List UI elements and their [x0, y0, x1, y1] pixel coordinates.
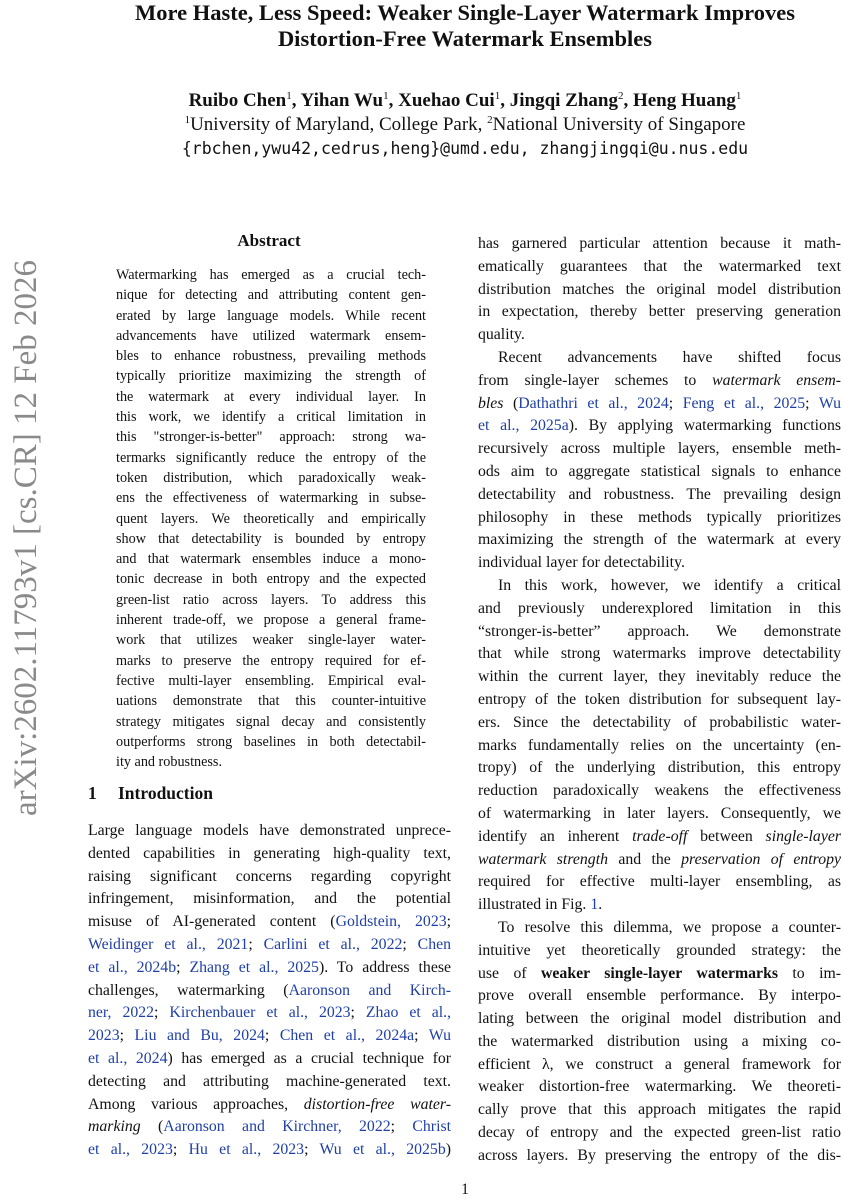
text-span: ): [445, 1141, 451, 1159]
abstract-line: token distribution, which paradoxically weak-: [116, 469, 426, 486]
text-span: ;: [446, 913, 451, 931]
abstract-line: work that utilizes weaker single-layer water-: [116, 632, 426, 649]
text-line: [88, 957, 451, 980]
text-line: decay of entropy and the expected green-list ratio: [478, 1124, 841, 1142]
text-line: [478, 849, 841, 872]
section-number: 1: [88, 783, 97, 803]
text-line: ods aim to aggregate statistical signals to enhance: [478, 462, 841, 480]
abstract-line: inherent trade-off, we propose a general frame-: [116, 612, 426, 629]
text-line: reduction paradoxically weakens the effectiveness: [478, 782, 841, 800]
abstract-line: termarks significantly reduce the entropy of the: [116, 449, 426, 466]
text-line: quality.: [478, 326, 525, 344]
emphasis-text: preservation of entropy: [681, 850, 841, 868]
text-span: ;: [805, 394, 819, 412]
text-line: To resolve this dilemma, we propose a counter-: [498, 918, 841, 936]
abstract-line: green-list ratio across layers. To address this: [116, 591, 426, 608]
text-line: has garnered particular attention because it math-: [478, 235, 841, 252]
citation-link[interactable]: Chen: [417, 935, 451, 953]
section-title: Introduction: [118, 783, 213, 803]
emphasis-text: trade-off: [632, 827, 688, 845]
citation-link[interactable]: 2023: [88, 1027, 120, 1045]
abstract-line: marks to preserve the entropy required for ef-: [116, 652, 426, 669]
author-name: Xuehao Cui: [398, 90, 495, 111]
author-affil-mark: 2: [617, 90, 624, 102]
abstract-line: quent layers. We theoretically and empirically: [116, 510, 426, 527]
text-line: [478, 370, 841, 393]
bold-text: weaker single-layer watermarks: [541, 964, 779, 982]
text-line: across layers. By preserving the entropy of the dis-: [478, 1146, 841, 1164]
text-span: ;: [304, 1141, 320, 1159]
text-span: and the: [607, 850, 682, 868]
abstract-line: ens the effectiveness of watermarking in subse-: [116, 490, 426, 507]
text-span: .: [598, 896, 603, 914]
citation-link[interactable]: Chen et al., 2024a: [279, 1027, 415, 1045]
abstract-line: advancements have utilized watermark ensem-: [116, 327, 426, 344]
text-line: ers. Since the detectability of probabilistic water-: [478, 713, 841, 731]
emphasis-text: single-layer: [765, 827, 841, 845]
text-span: ;: [402, 935, 418, 953]
author-names: Ruibo Chen$^1$, Yihan Wu$^1$, Xuehao Cui$^1$, Jingqi Zhang$^2$, Heng Huang$^1$: [188, 90, 742, 111]
citation-link[interactable]: Wu: [818, 394, 841, 412]
citation-link[interactable]: Feng et al., 2025: [682, 394, 806, 412]
citation-link[interactable]: et al., 2023: [88, 1141, 173, 1159]
author-affil-mark: 1: [494, 90, 501, 102]
text-line: [478, 963, 841, 986]
text-line: of watermarking in later layers. Consequently, we: [478, 804, 841, 822]
text-line: cally prove that this approach mitigates the rapid: [478, 1101, 841, 1119]
text-line: Large language models have demonstrated unprece-: [88, 822, 451, 839]
text-span: use of: [478, 964, 541, 982]
author-affil-mark: 1: [286, 90, 292, 102]
text-line: individual layer for detectability.: [478, 554, 685, 572]
emphasis-text: watermark strength: [478, 850, 608, 868]
affiliations: [0, 113, 843, 137]
affil-mark: 1: [184, 114, 191, 126]
citation-link[interactable]: Zhang et al., 2025: [189, 958, 319, 976]
text-span: misuse of AI-generated content (: [88, 913, 336, 931]
text-span: ;: [264, 1027, 280, 1045]
text-line: [88, 1139, 451, 1162]
citation-link[interactable]: Zhao et al.,: [365, 1004, 451, 1022]
text-span: ). By applying watermarking functions: [568, 417, 841, 435]
text-line: that while strong watermarks improve detectability: [478, 645, 841, 663]
text-span: ;: [172, 1141, 189, 1159]
text-line: lating between the original model distribution and: [478, 1010, 841, 1028]
text-line: marks fundamentally relies on the uncertainty (en-: [478, 736, 841, 754]
emphasis-text: distortion-free water-: [303, 1095, 451, 1113]
text-span: ;: [390, 1118, 413, 1136]
text-line: distribution matches the original model distribution: [478, 280, 841, 298]
text-span: ;: [248, 935, 264, 953]
abstract-body: [116, 265, 426, 772]
affil-mark: 2: [487, 114, 493, 126]
text-span: Among various approaches,: [88, 1095, 304, 1113]
citation-link[interactable]: Christ: [412, 1118, 451, 1136]
abstract-line: Watermarking has emerged as a crucial tech-: [116, 267, 426, 283]
text-line: [88, 1048, 451, 1071]
abstract-line: outperforms strong baselines in both detectabil-: [116, 733, 426, 750]
abstract-line: ity and robustness.: [116, 754, 223, 771]
text-line: raising significant concerns regarding copyright: [88, 867, 451, 885]
abstract-line: tonic decrease in both entropy and the expected: [116, 571, 426, 588]
text-span: from single-layer schemes to: [478, 371, 713, 389]
abstract-line: nique for detecting and attributing content gen-: [116, 287, 426, 304]
author-emails: {rbchen,ywu42,cedrus,heng}@umd.edu, zhangjingqi@u.nus.edu: [181, 139, 749, 158]
affiliation-1: University of Maryland, College Park,: [190, 114, 483, 135]
citation-link[interactable]: Aaronson and Kirchner, 2022: [163, 1118, 391, 1136]
citation-link[interactable]: Weidinger et al., 2021: [88, 935, 249, 953]
citation-link[interactable]: Hu et al., 2023: [188, 1141, 305, 1159]
text-span: ) has emerged as a crucial technique for: [167, 1049, 451, 1067]
text-span: ;: [414, 1027, 429, 1045]
page-number: 1: [461, 1181, 469, 1198]
text-line: [478, 894, 841, 917]
citation-link[interactable]: et al., 2025a: [478, 417, 569, 435]
author-affil-mark: 1: [383, 90, 389, 102]
text-span: (: [503, 394, 519, 412]
text-line: [478, 393, 841, 416]
citation-link[interactable]: Dathathri et al., 2024: [518, 394, 669, 412]
text-span: ;: [154, 1004, 170, 1022]
text-span: challenges, watermarking (: [88, 981, 289, 999]
text-line: [88, 1116, 451, 1139]
emphasis-text: watermark ensem-: [712, 371, 841, 389]
text-line: dented capabilities in generating high-quality text,: [88, 844, 451, 862]
text-line: prove overall ensemble performance. By interpo-: [478, 987, 841, 1005]
arxiv-stamp: arXiv:2602.11793v1 [cs.CR] 12 Feb 2026: [8, 259, 44, 817]
text-span: ). To address these: [318, 958, 451, 976]
section-heading-introduction: [88, 783, 213, 804]
text-line: ematically guarantees that the watermarked text: [478, 257, 841, 275]
emphasis-text: marking: [88, 1118, 141, 1136]
text-line: entropy of the token distribution for subsequent lay-: [478, 690, 841, 708]
text-span: illustrated in Fig.: [478, 896, 591, 914]
text-line: maximizing the strength of the watermark at every: [478, 531, 841, 549]
author-affil-mark: 1: [735, 90, 742, 102]
text-line: recursively across multiple layers, ensemble meth-: [478, 440, 841, 458]
emphasis-text: bles: [478, 394, 504, 412]
text-line: tropy) of the underlying distribution, this entropy: [478, 759, 841, 777]
author-name: Yihan Wu: [300, 90, 384, 111]
intro-left-column: [88, 820, 451, 1162]
abstract-line: and that watermark ensembles induce a mono-: [116, 551, 426, 568]
citation-link[interactable]: Goldstein, 2023: [335, 913, 447, 931]
text-line: detectability and robustness. The prevailing design: [478, 485, 841, 503]
abstract-line: erated by large language models. While recent: [116, 307, 426, 324]
author-name: Jingqi Zhang: [509, 90, 618, 111]
title-line-2: Distortion-Free Watermark Ensembles: [277, 26, 653, 51]
abstract-line: uations demonstrate that this counter-intuitive: [116, 693, 426, 710]
citation-link[interactable]: et al., 2024b: [88, 958, 177, 976]
text-line: intuitive yet theoretically grounded strategy: the: [478, 941, 841, 959]
text-line: the watermarked distribution using a mixing co-: [478, 1032, 841, 1050]
text-line: [88, 1002, 451, 1025]
abstract-line: this work, we identify a critical limitation in: [116, 409, 426, 426]
text-line: [88, 1025, 451, 1048]
citation-link[interactable]: ner, 2022: [88, 1004, 155, 1022]
text-line: infringement, misinformation, and the potential: [88, 890, 451, 908]
citation-link[interactable]: Liu and Bu, 2024: [134, 1027, 265, 1045]
text-span: ;: [176, 958, 190, 976]
author-name: Heng Huang: [632, 90, 736, 111]
abstract-line: fective multi-layer ensembling. Empirical eval-: [116, 672, 426, 689]
text-span: between: [687, 827, 766, 845]
abstract-line: strategy mitigates signal decay and consistently: [116, 713, 426, 730]
citation-link[interactable]: Wu: [428, 1027, 451, 1045]
text-span: to im-: [778, 964, 841, 982]
figure-reference-link[interactable]: 1: [590, 896, 599, 914]
text-line: in expectation, thereby better preserving generation: [478, 303, 841, 321]
citation-link[interactable]: Wu et al., 2025b: [319, 1141, 446, 1159]
text-line: “stronger-is-better” approach. We demonstrate: [478, 622, 841, 640]
text-line: efficient λ, we construct a general framework for: [478, 1055, 841, 1073]
text-span: (: [140, 1118, 164, 1136]
citation-link[interactable]: Kirchenbauer et al., 2023: [169, 1004, 351, 1022]
text-line: [88, 911, 451, 934]
author-name: Ruibo Chen: [188, 90, 287, 111]
abstract-line: this "stronger-is-better" approach: strong wa-: [116, 429, 426, 446]
abstract-line: bles to enhance robustness, prevailing methods: [116, 348, 426, 365]
text-line: within the current layer, they inevitably reduce the: [478, 668, 841, 686]
abstract-line: the watermark at every individual layer. In: [116, 388, 426, 405]
text-line: [88, 1094, 451, 1117]
text-span: ;: [119, 1027, 135, 1045]
text-line: philosophy in these methods typically prioritizes: [478, 508, 841, 526]
text-line: Recent advancements have shifted focus: [498, 348, 841, 366]
text-line: In this work, however, we identify a critical: [498, 576, 841, 594]
text-line: detecting and attributing machine-generated text.: [88, 1072, 451, 1090]
affiliation-2: National University of Singapore: [492, 114, 746, 135]
author-block: [0, 89, 843, 161]
citation-link[interactable]: Aaronson and Kirch-: [288, 981, 451, 999]
title-line-1: More Haste, Less Speed: Weaker Single-Layer Watermark Improves: [135, 0, 795, 25]
paper-title: [60, 0, 843, 52]
citation-link[interactable]: et al., 2024: [88, 1049, 168, 1067]
text-line: [478, 826, 841, 849]
intro-right-column: [478, 233, 841, 1168]
text-line: [478, 415, 841, 438]
text-span: identify an inherent: [478, 827, 633, 845]
abstract-line: show that detectability is bounded by entropy: [116, 530, 426, 547]
abstract-line: typically prioritize maximizing the strength of: [116, 368, 426, 385]
text-line: [88, 980, 451, 1003]
text-line: and previously underexplored limitation in this: [478, 599, 841, 617]
text-line: required for effective multi-layer ensembling, as: [478, 873, 841, 891]
text-line: [88, 934, 451, 957]
abstract-heading: Abstract: [237, 231, 301, 250]
text-line: weaker distortion-free watermarking. We theoreti-: [478, 1078, 841, 1096]
citation-link[interactable]: Carlini et al., 2022: [263, 935, 403, 953]
text-span: ;: [668, 394, 683, 412]
text-span: ;: [350, 1004, 366, 1022]
